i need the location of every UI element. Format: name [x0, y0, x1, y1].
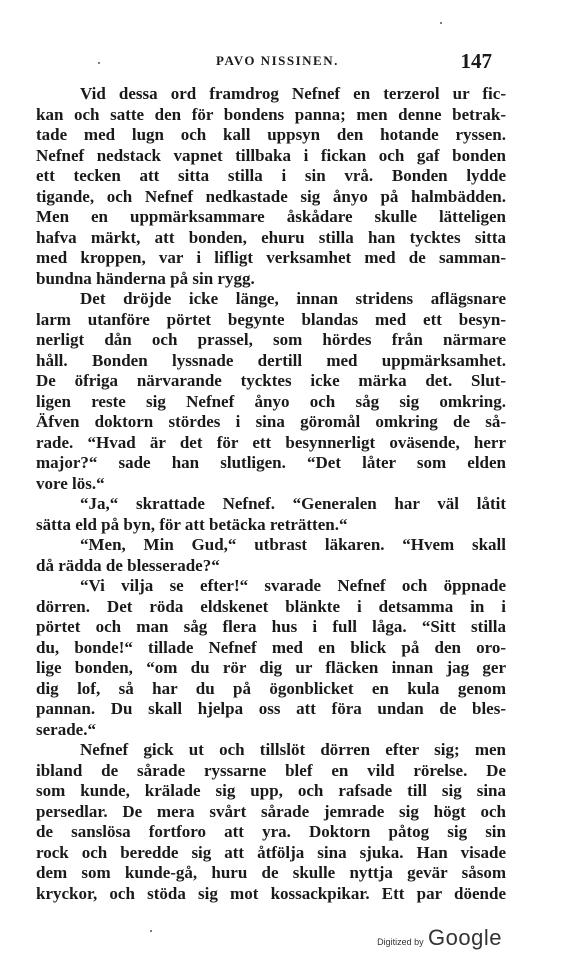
text-line: hafva märkt, att bonden, ehuru stilla han tycktes sitta: [36, 227, 506, 247]
print-speck: [98, 62, 100, 64]
text-line: Nefnef nedstack vapnet tillbaka i fickan och gaf bonden: [36, 145, 506, 165]
digitized-watermark: [377, 925, 502, 951]
text-line: som kunde, krälade sig upp, och rafsade till sig sina: [36, 781, 506, 800]
text-line: dig lof, så har du på ögonblicket en kula genom: [36, 678, 506, 698]
text-line: De öfriga närvarande tycktes icke märka det. Slut-: [36, 371, 506, 390]
text-line: Men en uppmärksammare åskådare skulle lätteligen: [36, 207, 506, 226]
page-body-text: [36, 84, 506, 904]
text-line: Äfven doktorn stördes i sina göromål omkring de så-: [36, 412, 506, 431]
watermark-brand: Google: [428, 925, 502, 950]
text-line: tigande, och Nefnef nedkastade sig ånyo på halmbädden.: [36, 186, 506, 206]
print-speck: [440, 22, 442, 24]
running-header: [0, 46, 568, 76]
text-line: tade med lugn och kall uppsyn den hotande ryssen.: [36, 125, 506, 144]
text-line: Nefnef gick ut och tillslöt dörren efter sig; men: [80, 740, 506, 759]
text-line: pörtet och man såg flera hus i full låga. “Sitt stilla: [36, 617, 506, 636]
text-line: då rädda de blesserade?“: [36, 555, 220, 575]
running-title: PAVO NISSINEN.: [216, 53, 339, 68]
print-speck: [150, 930, 152, 932]
text-line: larm utanföre pörtet begynte blandas med ett besyn-: [36, 309, 506, 329]
text-line: Det dröjde icke länge, innan stridens aflägsnare: [80, 289, 506, 308]
text-line: med kroppen, var i lifligt verksamhet med de samman-: [36, 248, 506, 267]
text-line: “Men, Min Gud,“ utbrast läkaren. “Hvem skall: [80, 535, 506, 554]
text-line: major?“ sade han slutligen. “Det låter som elden: [36, 453, 506, 472]
text-line: dem som kunde-gå, huru de skulle nyttja gevär såsom: [36, 863, 506, 882]
text-line: kan och satte den för bondens panna; men denne betrak-: [36, 104, 506, 124]
text-line: de sanslösa fortforo att yra. Doktorn påtog sig sin: [36, 822, 506, 841]
text-line: pannan. Du skall hjelpa oss att föra undan de bles-: [36, 699, 506, 718]
text-line: ett tecken att sitta stilla i sin vrå. Bonden lydde: [36, 166, 506, 185]
text-line: lige bonden, “om du rör dig ur fläcken innan jag ger: [36, 658, 506, 677]
text-line: persedlar. De mera svårt sårade jemrade sig högt och: [36, 801, 506, 821]
text-line: “Ja,“ skrattade Nefnef. “Generalen har väl låtit: [80, 494, 506, 513]
text-line: håll. Bonden lyssnade dertill med uppmärksamhet.: [36, 350, 506, 370]
text-line: sätta eld på byn, för att betäcka reträtten.“: [36, 514, 348, 534]
text-line: kryckor, och stöda sig mot kossackpikar. Ett par döende: [36, 883, 506, 903]
text-line: “Vi vilja se efter!“ svarade Nefnef och öppnade: [80, 576, 506, 595]
text-line: dörren. Det röda eldskenet blänkte i detsamma in i: [36, 596, 506, 616]
text-line: ligen reste sig Nefnef ånyo och såg sig omkring.: [36, 391, 506, 411]
text-line: ibland de sårade ryssarne blef en vild rörelse. De: [36, 760, 506, 780]
text-line: rock och beredde sig att åtfölja sina sjuka. Han visade: [36, 842, 506, 862]
text-line: serade.“: [36, 719, 96, 739]
text-line: nerligt dån och prassel, som hördes från närmare: [36, 330, 506, 349]
page-number: 147: [460, 49, 492, 73]
text-line: bundna händerna på sin rygg.: [36, 268, 255, 288]
watermark-prefix: Digitized by: [377, 937, 424, 947]
text-line: Vid dessa ord framdrog Nefnef en terzerol ur fic-: [80, 84, 506, 103]
text-line: rade. “Hvad är det för ett besynnerligt oväsende, herr: [36, 432, 506, 452]
text-line: du, bonde!“ tillade Nefnef med en blick på den oro-: [36, 637, 506, 657]
text-line: vore lös.“: [36, 473, 105, 493]
